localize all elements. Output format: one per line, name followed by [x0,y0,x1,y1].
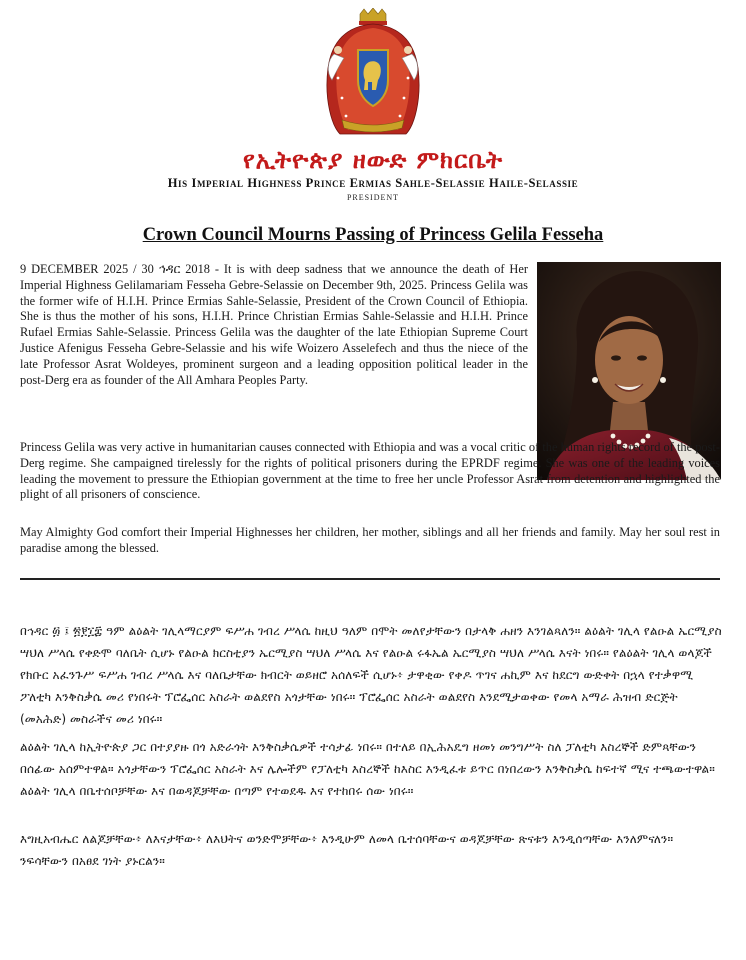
amharic-paragraph-2: ልዕልት ገሊላ ከኢትዮጵያ ጋር በተያያዙ በጎ አድራጎት እንቅስቃሴዎች ተሳታፊ ነበሩ። በተለይ በኢሕአዴግ ዘመነ መንግሥት ስለ ፓለቲካ እስረኞች ድምጻቸውን በሰፊው አሰምተዋል። አጎታቸውን ፕሮፌሰር አስራት እና ሌሎችም የፓለቲካ እስረኞች ከእስር እንዲፈቱ ይጥር በነበረውን እንቅስቃሴ ከፍተኛ ሚና ተጫውተዋል። ልዕልት ገሊላ በቤተሰቦቻቸው እና በወዳጆቻቸው በጣም የተወደዱ እና የተከበሩ ሰው ነበሩ። [20,740,715,798]
english-paragraph-2: Princess Gelila was very active in humanitarian causes connected with Ethiopia and was a vocal critic of the human rights record of the post-Derg regime. She campaigned tirelessly for the rights of political prisoners during the EPRDF regime. She was one of the leading voices leading the movement to pressure the Ethiopian government at the time to free her uncle Professor Asrat from detention and highlighted the plight of all prisoners of conscience. [20,440,720,502]
english-paragraph-1: 9 DECEMBER 2025 / 30 ኅዳር 2018 - It is with deep sadness that we announce the death of Her Imperial Highness Gelilamariam Fesseha Gebre-Selassie on December 9th, 2025. Princess Gelila was the former wife of H.I.H. Prince Ermias Sahle-Selassie, President of the Crown Council of Ethiopia. She is thus the mother of his sons, H.I.H. Prince Christian Ermias Sahle-Selassie and H.I.H. Prince Rufael Ermias Sahle-Selassie. Princess Gelila was the daughter of the late Ethiopian Supreme Court Justice Afenigus Fesseha Gebre-Selassie and his wife Woizero Asselefech and thus the niece of the late Professor Asrat Woldeyes, prominent surgeon and a leading opposition political leader in the post-Derg era as founder of the All Amhara Peoples Party. [20,262,528,387]
amharic-paragraph-1: በኅዳር ፴ ፤ ፳፻፲፰ ዓም ልዕልት ገሊላማርያም ፍሥሐ ገብረ ሥላሴ ከዚህ ዓለም በሞት መለየታቸውን በታላቅ ሐዘን እንገልጻለን። ልዕልት ገሊላ የልዑል ኤርሚያስ ሣህለ ሥላሴ የቀድሞ ባለቤት ሲሆኑ የልዑል ክርስቲያን ኤርሚያስ ሣህለ ሥላሴ እና የልዑል ሩፋኤል ኤርሚያስ ሣህለ ሥላሴ እናት ነበሩ። የልዕልት ገሊላ ወላጆች የክቡር አፈንጉሥ ፍሥሐ ገብረ ሥላሴ እና ባለቤታቸው ክብርት ወይዘሮ አሰለፍች ሲሆኑ፥ ታዋቂው የቀዶ ጥገና ሐኪም እና ከደርግ ውድቀት በኋላ የተቃዋሚ ፖለቲካ እንቅስቃሴ መሪ የነበሩት ፕሮፌሰር አስራት ወልደየስ አጎታቸው ነበሩ። ፕሮፌሰር አስራት ወልደየስ እንደሚታወቀው የመላ አማራ ሕዝብ ድርጅት (መአሕድ) መስራችና መሪ ነበሩ። [20,624,722,726]
english-paragraph-3: May Almighty God comfort their Imperial Highnesses her children, her mother, siblings and all her friends and family. May her soul rest in paradise among the blessed. [20,525,720,555]
amharic-paragraph-3: እግዚአብሔር ለልጆቻቸው፥ ለእናታቸው፥ ለእህትና ወንድሞቻቸው፥ እንዲሁም ለመላ ቤተሰባቸውና ወዳጆቻቸው ጽናቱን እንዲሰጣቸው እንለምናለን። ንፍሳቸውን በአፀደ ገነት ያኑርልን። [20,832,674,868]
prince-role: PRESIDENT [346,193,400,202]
imperial-crest-icon [318,8,428,138]
council-title-amharic: የኢትዮጵያ ዘውድ ምክርቤት [242,146,504,174]
section-divider [20,578,720,580]
prince-name: His Imperial Highness Prince Ermias Sahle-Selassie Haile-Selassie [167,176,579,190]
page-title: Crown Council Mourns Passing of Princess Gelila Fesseha [142,225,604,245]
